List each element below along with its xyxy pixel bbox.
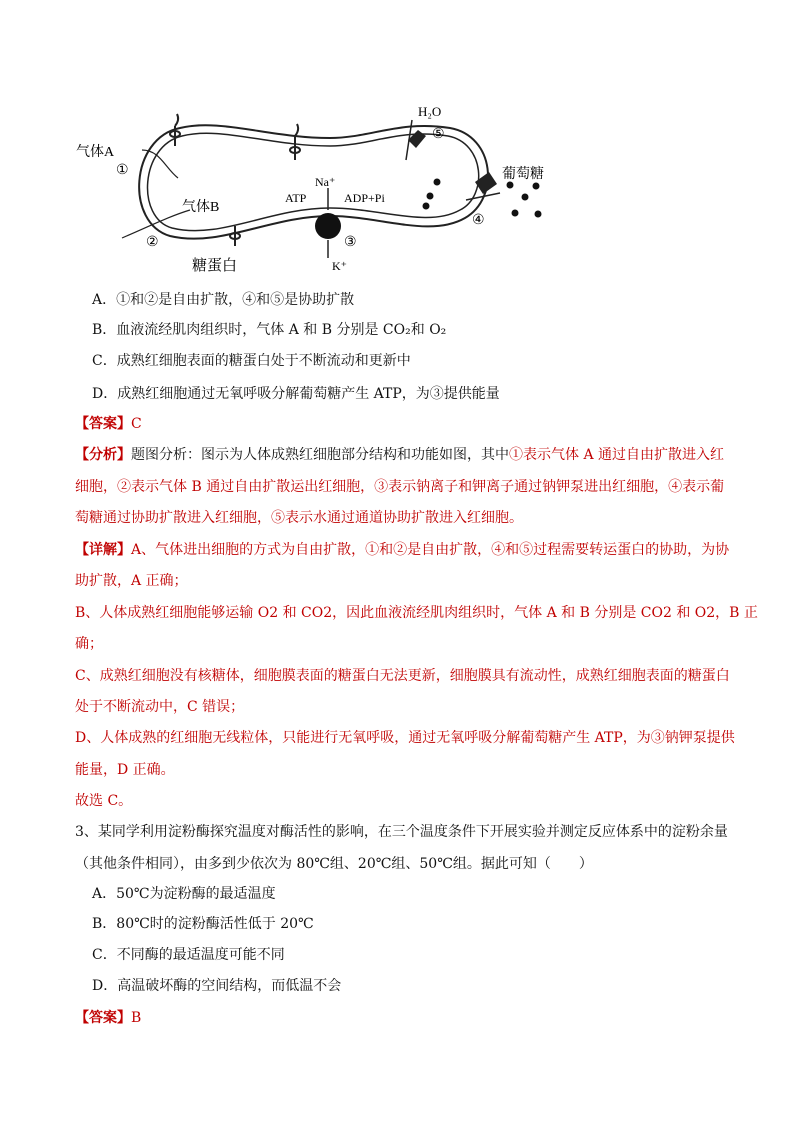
sodium-potassium-pump bbox=[315, 213, 341, 239]
analysis-tag: 【分析】 bbox=[75, 447, 131, 463]
q3-answer bbox=[75, 1008, 141, 1028]
label-water: H₂O bbox=[418, 104, 442, 119]
q2-analysis-line2: 细胞，②表示气体 B 通过自由扩散运出红细胞，③表示钠离子和钾离子通过钠钾泵进出红细胞，④表示葡 bbox=[75, 479, 725, 495]
q2-detail-d-line2: 能量，D 正确。 bbox=[75, 762, 175, 778]
q2-conclusion: 故选 C。 bbox=[75, 793, 133, 809]
label-n4: ④ bbox=[472, 213, 485, 228]
q2-option-d: D．成熟红细胞通过无氧呼吸分解葡萄糖产生 ATP，为③提供能量 bbox=[92, 386, 500, 402]
detail-a-text: A、气体进出细胞的方式为自由扩散，①和②是自由扩散，④和⑤过程需要转运蛋白的协助，为协 bbox=[131, 542, 730, 558]
q2-option-a: A．①和②是自由扩散，④和⑤是协助扩散 bbox=[92, 292, 355, 308]
q3-stem-line1: 3、某同学利用淀粉酶探究温度对酶活性的影响，在三个温度条件下开展实验并测定反应体系中的淀粉余量 bbox=[75, 824, 728, 840]
q2-detail-b-line2: 确； bbox=[75, 636, 103, 652]
label-adp: ADP+Pi bbox=[344, 191, 385, 205]
label-atp: ATP bbox=[285, 191, 307, 205]
q3-option-c: C．不同酶的最适温度可能不同 bbox=[92, 947, 285, 963]
label-n1: ① bbox=[116, 163, 129, 178]
label-n2: ② bbox=[146, 235, 159, 250]
q3-option-a: A．50℃为淀粉酶的最适温度 bbox=[92, 886, 276, 902]
label-n5: ⑤ bbox=[432, 127, 445, 142]
q2-detail-c-line1: C、成熟红细胞没有核糖体，细胞膜表面的糖蛋白无法更新，细胞膜具有流动性，成熟红细胞表面的糖蛋白 bbox=[75, 668, 730, 684]
q3-answer-value: B bbox=[131, 1010, 142, 1026]
label-glucose: 葡萄糖 bbox=[502, 167, 544, 182]
red-blood-cell-diagram bbox=[70, 98, 570, 278]
q2-detail-c-line2: 处于不断流动中，C 错误； bbox=[75, 699, 245, 715]
q3-option-b: B．80℃时的淀粉酶活性低于 20℃ bbox=[92, 916, 314, 932]
label-k: K⁺ bbox=[332, 259, 347, 273]
label-na: Na⁺ bbox=[315, 175, 336, 189]
label-n3: ③ bbox=[344, 235, 357, 250]
gas-b-arrow bbox=[122, 210, 190, 238]
q3-answer-tag: 【答案】 bbox=[75, 1010, 131, 1026]
q2-analysis-line3: 萄糖通过协助扩散进入红细胞，⑤表示水通过通道协助扩散进入红细胞。 bbox=[75, 510, 523, 526]
q2-analysis-line1 bbox=[75, 445, 724, 465]
label-glycoprotein: 糖蛋白 bbox=[192, 258, 238, 274]
analysis-text: 题图分析：图示为人体成熟红细胞部分结构和功能如图，其中 bbox=[131, 447, 509, 463]
q2-detail-b-line1: B、人体成熟红细胞能够运输 O2 和 CO2，因此血液流经肌肉组织时，气体 A 和 B 分别是 CO2 和 O2，B 正 bbox=[75, 605, 758, 621]
detail-tag: 【详解】 bbox=[75, 542, 131, 558]
analysis-red-1: ①表示气体 A 通过自由扩散进入红 bbox=[509, 447, 725, 463]
answer-tag: 【答案】 bbox=[75, 416, 131, 432]
q3-stem-line2: （其他条件相同），由多到少依次为 80℃组、20℃组、50℃组。据此可知（ ） bbox=[75, 856, 593, 872]
glycoprotein-3 bbox=[230, 226, 240, 246]
answer-value: C bbox=[131, 416, 142, 432]
q2-detail-a-line1 bbox=[75, 540, 729, 560]
label-gas-a: 气体A bbox=[76, 145, 115, 160]
label-gas-b: 气体B bbox=[182, 200, 220, 215]
q2-answer bbox=[75, 414, 142, 434]
glycoprotein-2 bbox=[290, 124, 300, 160]
q2-detail-a-line2: 助扩散，A 正确； bbox=[75, 573, 188, 589]
q2-detail-d-line1: D、人体成熟的红细胞无线粒体，只能进行无氧呼吸，通过无氧呼吸分解葡萄糖产生 ATP，为③钠钾泵提供 bbox=[75, 730, 735, 746]
q2-option-c: C．成熟红细胞表面的糖蛋白处于不断流动和更新中 bbox=[92, 353, 411, 369]
q3-option-d: D．高温破坏酶的空间结构，而低温不会 bbox=[92, 978, 342, 994]
q2-option-b: B．血液流经肌肉组织时，气体 A 和 B 分别是 CO₂和 O₂ bbox=[92, 322, 447, 338]
